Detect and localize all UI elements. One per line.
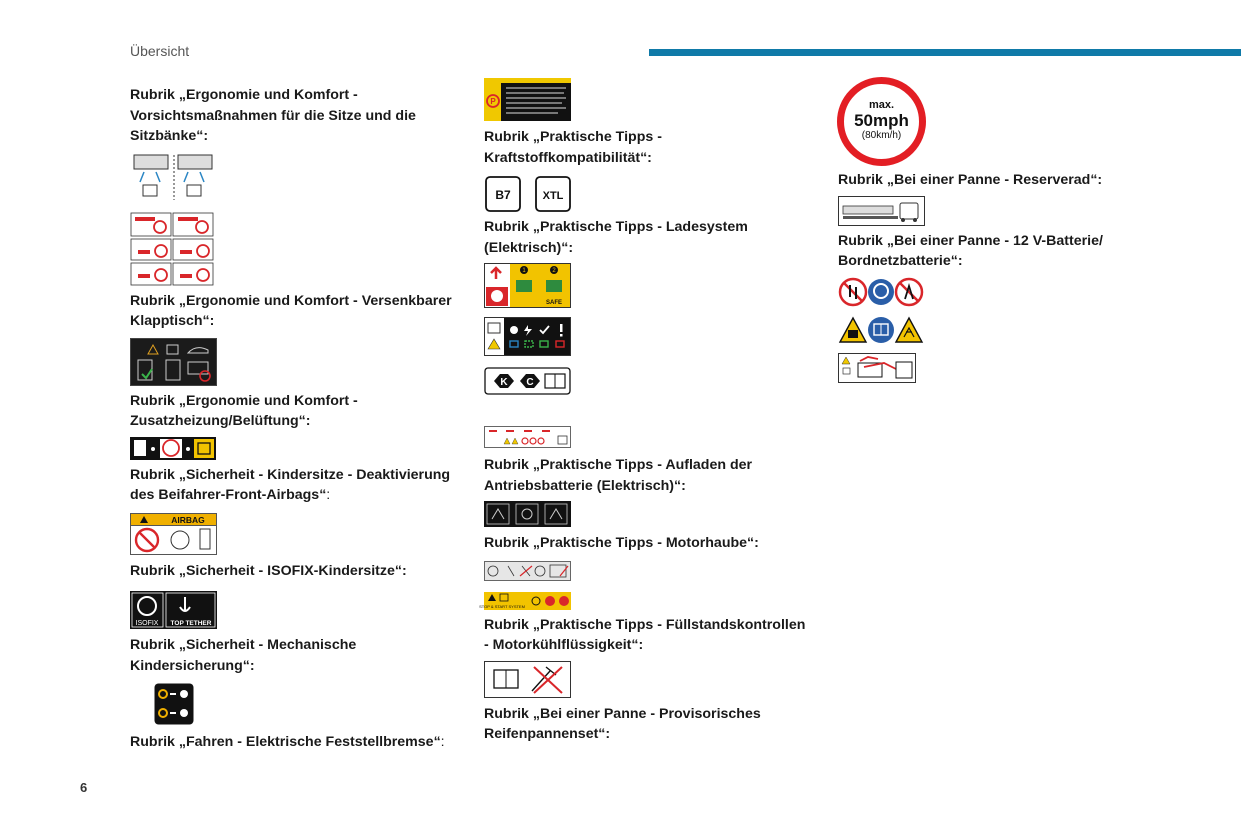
speed-kmh-text: (80km/h) xyxy=(861,130,902,141)
airbag-text: AIRBAG xyxy=(171,514,205,525)
aux-heating-pictogram xyxy=(130,437,216,460)
spare-wheel-pictogram xyxy=(838,196,925,226)
heading-isofix: Rubrik „Sicherheit - ISOFIX-Kindersitze“: xyxy=(130,562,407,579)
column-middle xyxy=(479,78,814,745)
folding-table-pictogram xyxy=(130,338,217,386)
heading-fuel-compatibility: Rubrik „Praktische Tipps - Kraftstoffkompatibilität“: xyxy=(484,129,662,166)
safe-text: SAFE xyxy=(545,300,563,306)
charging-system-pictogram xyxy=(484,263,571,308)
heading-traction-battery-charging: Rubrik „Praktische Tipps - Aufladen der Antriebsbatterie (Elektrisch)“: xyxy=(484,457,753,494)
speed-limit-sign xyxy=(838,78,925,165)
heading-coolant-level: Rubrik „Praktische Tipps - Füllstandskontrollen - Motorkühlflüssigkeit“: xyxy=(484,616,806,653)
fuel-xtl-text: XTL xyxy=(542,190,564,202)
bonnet-warning-strip xyxy=(484,561,571,581)
heading-12v-battery: Rubrik „Bei einer Panne - 12 V-Batterie/ Bordnetzbatterie“: xyxy=(838,232,1103,269)
fuel-compatibility-pictogram xyxy=(484,176,574,214)
coolant-level-pictogram xyxy=(484,661,571,698)
child-lock-pictogram xyxy=(154,683,194,725)
heading-bonnet: Rubrik „Praktische Tipps - Motorhaube“: xyxy=(484,535,759,551)
heading-seat-precautions: Rubrik „Ergonomie und Komfort - Vorsichtsmaßnahmen für die Sitze und die Sitzbänke“: xyxy=(130,87,416,144)
stop-start-text: STOP & START SYSTEM xyxy=(479,603,525,609)
isofix-top-tether-pictogram xyxy=(130,591,217,629)
k-text: K xyxy=(500,377,508,388)
traction-battery-warning-strip xyxy=(484,426,571,448)
traction-battery-pictogram xyxy=(484,501,571,527)
battery-warning-pictograms-row2 xyxy=(838,315,925,345)
section-title: Übersicht xyxy=(130,43,190,59)
heading-electric-parking-brake: Rubrik „Fahren - Elektrische Feststellbremse“: xyxy=(130,734,445,750)
fuel-b7-text: B7 xyxy=(495,188,511,202)
header-accent-bar xyxy=(649,49,1241,56)
parking-brake-warning-label xyxy=(484,78,571,121)
charging-status-indicator-pictogram xyxy=(484,317,571,356)
c-text: C xyxy=(526,377,534,388)
speed-mph-text: 50mph xyxy=(854,111,909,130)
stop-start-warning-strip xyxy=(479,592,571,610)
step1-text: 1 xyxy=(522,268,526,274)
heading-child-lock: Rubrik „Sicherheit - Mechanische Kindersicherung“: xyxy=(130,637,357,674)
battery-warning-pictograms-row1 xyxy=(838,277,925,307)
isofix-text: ISOFIX xyxy=(135,620,159,627)
charging-cable-pictogram xyxy=(484,367,571,395)
heading-aux-heating: Rubrik „Ergonomie und Komfort - Zusatzheizung/Belüftung“: xyxy=(130,392,358,429)
seat-warning-pictogram-grid xyxy=(130,212,214,288)
airbag-warning-label xyxy=(130,513,217,555)
parking-p-text: P xyxy=(490,97,496,106)
column-right xyxy=(838,78,1138,383)
step2-text: 2 xyxy=(552,268,556,274)
page-number: 6 xyxy=(80,780,88,795)
heading-tyre-repair-kit: Rubrik „Bei einer Panne - Provisorisches Reifenpannenset“: xyxy=(484,705,761,742)
seat-precaution-pictogram xyxy=(130,152,220,202)
heading-charging-system: Rubrik „Praktische Tipps - Ladesystem (Elektrisch)“: xyxy=(484,219,748,256)
heading-folding-table: Rubrik „Ergonomie und Komfort - Versenkbarer Klapptisch“: xyxy=(130,292,452,329)
battery-jump-start-pictogram xyxy=(838,353,916,383)
heading-spare-wheel: Rubrik „Bei einer Panne - Reserverad“: xyxy=(838,172,1103,188)
heading-airbag-deactivation: Rubrik „Sicherheit - Kindersitze - Deaktivierung des Beifahrer-Front-Airbags“: xyxy=(130,466,451,503)
column-left xyxy=(130,78,460,753)
speed-max-text: max. xyxy=(868,99,895,111)
top-tether-text: TOP TETHER xyxy=(170,620,212,627)
